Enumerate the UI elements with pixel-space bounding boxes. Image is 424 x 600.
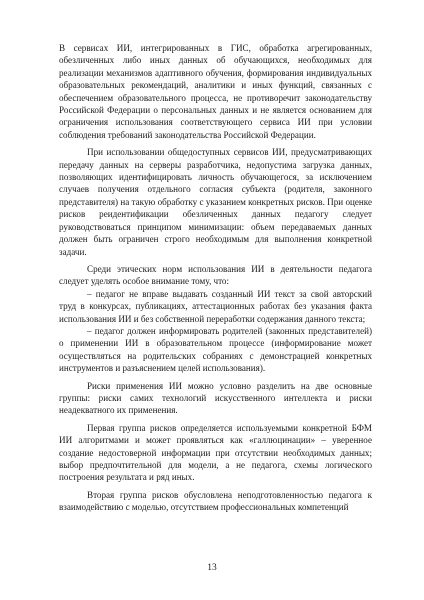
paragraph-public-ai-services: При использовании общедоступных сервисов ИИ, предусматривающих передачу данных на серверы разработчика, недопустима загрузка данных, позволяющих идентифицировать личность обучающегося, за исключением случаев получения отдельного согласия субъекта (родителя, законного представителя) на такую обработку с указанием конкретных рисков. При оценке рисков реидентификации обезличенных данных педагогу следует руководствоваться принципом минимизации: объем передаваемых данных должен быть ограничен строго необходимым для выполнения конкретной задачи.: [59, 147, 372, 257]
paragraph-first-risk-group: Первая группа рисков определяется используемыми конкретной БФМ ИИ алгоритмами и может проявляться как «галлюцинации» – уверенное создание недостоверной информации при отсутствии необходимых данных; выбор предпочтительной для модели, а не педагога, схемы логического построения результата и ряд иных.: [59, 422, 372, 483]
body-text: [59, 42, 372, 519]
paragraph-ai-services-gis: В сервисах ИИ, интегрированных в ГИС, обработка агрегированных, обезличенных либо иных данных об обучающихся, необходимых для реализации механизмов адаптивного обучения, формирования индивидуальных образовательных рекомендаций, аналитики и иных функций, связанных с обеспечением образовательного процесса, не противоречит законодательству Российской Федерации о персональных данных и не является основанием для ограничения использования соответствующего сервиса ИИ при условии соблюдения требований законодательства Российской Федерации.: [59, 43, 372, 140]
paragraph-second-risk-group: Вторая группа рисков обусловлена неподготовленностью педагога к взаимодействию с моделью, отсутствием профессиональных компетенций: [59, 489, 372, 513]
page-number: 13: [207, 563, 217, 573]
list-item-inform-parents: – педагог должен информировать родителей (законных представителей) о применении ИИ в образовательном процессе (информирование может осуществляться на родительских собраниях с демонстрацией конкретных инструментов и разъяснением целей использования).: [59, 325, 372, 374]
paragraph-ethics-intro: Среди этических норм использования ИИ в деятельности педагога следует уделять особое внимание тому, что:: [59, 263, 372, 287]
list-item-authorship: – педагог не вправе выдавать созданный ИИ текст за свой авторский труд в конкурсах, публикациях, аттестационных работах без указания факта использования ИИ и без собственной переработки содержания данного текста;: [59, 288, 372, 324]
paragraph-risk-groups: Риски применения ИИ можно условно разделить на две основные группы: риски самих технологий искусственного интеллекта и риски неадекватного их применения.: [59, 380, 372, 416]
